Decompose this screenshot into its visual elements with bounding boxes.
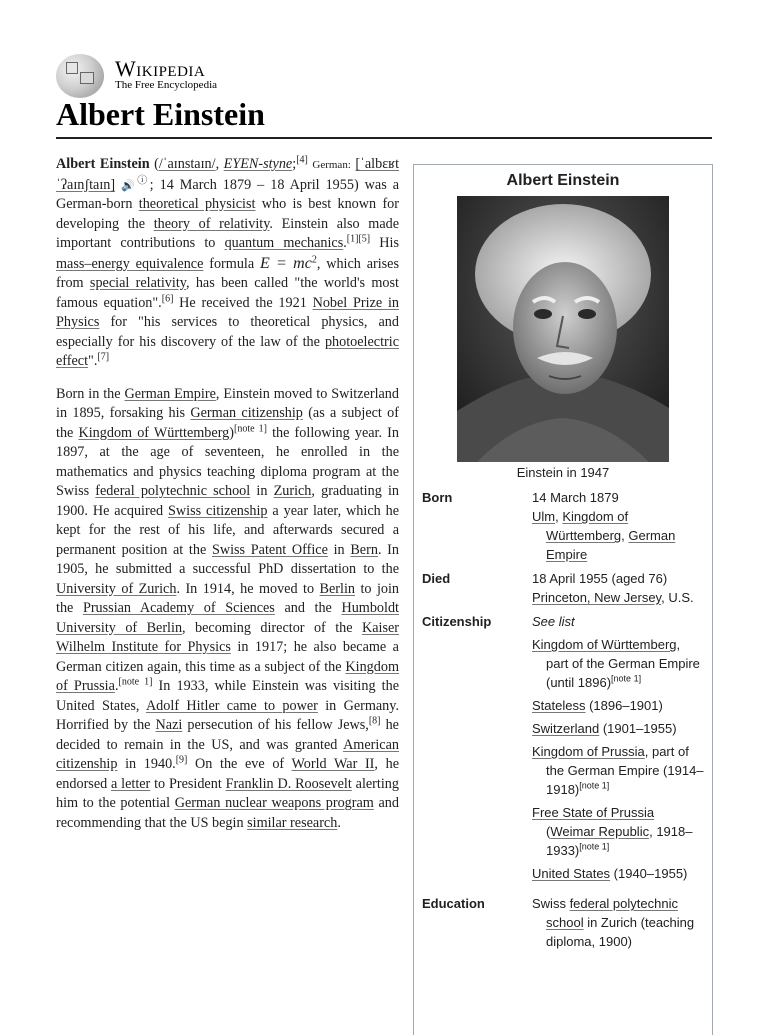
text-run: ;: [292, 156, 297, 172]
text-run: , 1918–1933): [546, 824, 693, 858]
wikipedia-tagline: The Free Encyclopedia: [115, 79, 218, 91]
wiki-link[interactable]: German Empire: [546, 528, 676, 562]
text-run: (: [546, 824, 551, 839]
wiki-link[interactable]: Kingdom of Prussia: [56, 658, 399, 694]
text-run: , Einstein moved to Switzerland in 1895, forsaking his: [56, 385, 399, 421]
wiki-link[interactable]: Swiss citizenship: [168, 502, 268, 519]
article-body: [56, 155, 399, 846]
wikipedia-globe-icon[interactable]: [56, 54, 104, 98]
infobox-title: Albert Einstein: [506, 172, 620, 189]
text-run: , graduating in 1900. He acquired: [56, 483, 399, 519]
text-run: .: [343, 235, 347, 251]
portrait-image[interactable]: [457, 196, 669, 462]
bold-term: Albert Einstein: [56, 156, 150, 172]
wiki-link[interactable]: similar research: [247, 814, 338, 831]
wiki-link[interactable]: University of Zurich: [56, 580, 177, 597]
text-run: (1901–1955): [599, 721, 677, 736]
wiki-link[interactable]: quantum mechanics: [224, 235, 344, 251]
lead-paragraph-2: [56, 385, 399, 834]
infobox-value: [532, 488, 704, 564]
infobox-value-line: [532, 742, 704, 799]
math-formula: E = mc: [260, 254, 312, 272]
page-title: Albert Einstein: [56, 96, 265, 132]
citation-ref[interactable]: [6]: [161, 292, 174, 304]
text-run: formula: [203, 255, 260, 272]
citation-ref[interactable]: [note 1]: [118, 676, 153, 688]
infobox-value-line: [532, 803, 704, 860]
wiki-link[interactable]: Stateless: [532, 698, 586, 713]
text-run: . In 1905, he submitted a successful PhD dissertation to the: [56, 541, 399, 577]
citation-ref[interactable]: [8]: [368, 715, 381, 727]
wiki-link[interactable]: theoretical physicist: [138, 196, 256, 212]
infobox-value-line: [532, 719, 704, 738]
wikipedia-wordmark[interactable]: Wikipedia: [115, 56, 206, 81]
infobox-label: Citizenship: [422, 614, 492, 629]
text-run: , he endorsed: [56, 756, 399, 792]
wiki-link[interactable]: Zurich: [273, 483, 312, 499]
infobox-label: Born: [422, 490, 453, 505]
infobox-value: [532, 612, 704, 883]
infobox-value: [532, 569, 704, 607]
text-run: a year later, which he kept for the rest of his life, and afterwards secured a permanent position at the: [56, 502, 400, 558]
wiki-link[interactable]: German nuclear weapons program: [174, 795, 374, 811]
wiki-link[interactable]: Adolf Hitler came to power: [145, 697, 318, 714]
wiki-link[interactable]: Kingdom of Württemberg: [546, 509, 629, 543]
wiki-link[interactable]: Kingdom of Württemberg: [78, 424, 230, 441]
wiki-link[interactable]: Kingdom of Württemberg: [532, 637, 677, 652]
citation-ref[interactable]: [note 1]: [234, 422, 267, 434]
infobox-value: [532, 894, 704, 951]
title-divider: [56, 137, 712, 139]
wiki-link[interactable]: Ulm: [532, 509, 556, 524]
wiki-link[interactable]: Princeton, New Jersey: [532, 590, 662, 605]
text-run: On the eve of: [187, 756, 292, 772]
text-run: he decided to remain in the US, and was granted: [56, 717, 399, 753]
wiki-link[interactable]: EYEN-styne: [223, 156, 293, 172]
text-run: .: [337, 814, 341, 831]
infobox-value-line: [532, 588, 704, 607]
text-run: , which arises from: [56, 255, 400, 291]
text-run: for "his services to theoretical physics, and especially for his discovery of the law of the: [56, 314, 399, 350]
text-run: in Germany. Horrified by the: [56, 697, 399, 733]
speaker-icon[interactable]: 🔊: [121, 178, 138, 192]
wiki-link[interactable]: German citizenship: [190, 405, 303, 421]
text-run: In 1933, while Einstein was visiting the United States,: [56, 678, 399, 714]
wiki-link[interactable]: Weimar Republic: [550, 824, 650, 839]
text-run: to join the: [56, 580, 400, 616]
portrait-caption: Einstein in 1947: [516, 465, 610, 480]
wiki-link[interactable]: Bern: [350, 541, 378, 558]
wiki-link[interactable]: Free State of Prussia: [532, 805, 655, 820]
text-run: (1940–1955): [610, 866, 688, 881]
citation-ref[interactable]: ⓘ: [137, 174, 150, 186]
language-label: German:: [312, 159, 351, 171]
text-run: the following year. In 1897, at the age of seventeen, he enrolled in the mathematics and physics teaching diploma program at the Swiss: [56, 424, 399, 499]
wiki-link[interactable]: Berlin: [319, 580, 355, 597]
infobox-value-line: [532, 864, 704, 883]
wiki-link[interactable]: Nobel Prize in Physics: [56, 294, 399, 330]
wiki-link[interactable]: a letter: [111, 775, 151, 792]
infobox-value-line: [532, 569, 704, 588]
wiki-link[interactable]: Switzerland: [532, 721, 600, 736]
wiki-link[interactable]: Kingdom of Prussia: [532, 744, 645, 759]
infobox-value-line: [532, 635, 704, 692]
text-run: 14 March 1879: [532, 490, 619, 505]
text-run: ".: [88, 353, 98, 369]
text-run: He received the 1921: [173, 294, 313, 311]
text-run: , becoming director of the: [182, 619, 362, 636]
citation-ref[interactable]: [7]: [97, 351, 110, 363]
text-run: .: [114, 678, 119, 694]
wiki-link[interactable]: [ˈalbɛʁt ˈʔaɪnʃtaɪn]: [56, 156, 400, 193]
citation-ref[interactable]: [note 1]: [579, 780, 610, 791]
text-run: ; 14 March 1879 – 18 April 1955) was a German-born: [56, 176, 400, 212]
wiki-link[interactable]: Humboldt University of Berlin: [56, 600, 399, 636]
text-run: , part of the German Empire (until 1896): [546, 637, 700, 690]
text-run: . In 1914, he moved to: [176, 580, 320, 597]
infobox-label: Died: [422, 571, 451, 586]
wiki-link[interactable]: special relativity: [89, 275, 186, 291]
text-run: Swiss: [532, 896, 570, 911]
citation-ref[interactable]: [note 1]: [611, 673, 642, 684]
citation-ref[interactable]: [4]: [296, 154, 308, 166]
text-run: to President: [150, 775, 226, 792]
wiki-link[interactable]: Franklin D. Roosevelt: [225, 775, 352, 792]
text-run: and recommending that the US begin: [56, 795, 399, 831]
text-run: and the: [274, 600, 342, 616]
infobox-value-line: [532, 696, 704, 715]
text-run: ): [229, 424, 234, 441]
wiki-link[interactable]: American citizenship: [56, 736, 399, 772]
text-run: in: [250, 483, 274, 499]
text-run: persecution of his fellow Jews,: [182, 717, 369, 733]
text-run: His: [370, 235, 399, 251]
text-run: (: [149, 156, 159, 172]
text-run: , has been called "the world's most famous equation".: [56, 275, 399, 311]
wiki-link[interactable]: World War II: [291, 756, 375, 772]
text-run: , part of the German Empire (1914–1918): [546, 744, 704, 797]
wiki-link[interactable]: United States: [532, 866, 611, 881]
text-run: , U.S.: [661, 590, 694, 605]
text-run: . Einstein also made important contributions to: [56, 215, 400, 251]
text-run: (as a subject of the: [56, 405, 399, 441]
citation-ref[interactable]: [9]: [175, 754, 188, 766]
infobox-value-line: [532, 612, 704, 631]
italic-text: See list: [532, 614, 575, 629]
text-run: ,: [621, 528, 629, 543]
text-run: ,: [215, 156, 224, 172]
infobox-value-line: [532, 488, 704, 507]
text-run: alerting him to the potential: [56, 775, 399, 811]
text-run: in Zurich (teaching diploma, 1900): [546, 915, 695, 949]
text-run: in 1917; he also became a German citizen again, this time as a subject of the: [56, 639, 399, 675]
wiki-link[interactable]: photoelectric effect: [56, 333, 399, 369]
wiki-link[interactable]: German Empire: [124, 385, 216, 402]
citation-ref[interactable]: [1][5]: [346, 233, 371, 245]
citation-ref[interactable]: [note 1]: [579, 841, 610, 852]
lead-paragraph-1: [56, 155, 399, 372]
wiki-link[interactable]: Swiss Patent Office: [211, 541, 328, 558]
wiki-link[interactable]: federal polytechnic school: [95, 483, 251, 499]
infobox-value-line: [532, 507, 704, 564]
text-run: ,: [555, 509, 563, 524]
wiki-link[interactable]: /ˈaɪnstaɪn/: [158, 156, 216, 172]
wiki-link[interactable]: Nazi: [155, 717, 183, 733]
wiki-link[interactable]: Kaiser Wilhelm Institute for Physics: [56, 619, 399, 655]
text-run: who is best known for developing the: [56, 196, 399, 232]
infobox-value-line: [532, 894, 704, 951]
text-run: in 1940.: [117, 756, 176, 772]
wiki-link[interactable]: federal polytechnic school: [546, 896, 678, 930]
text-run: 18 April 1955 (aged 76): [532, 571, 668, 586]
infobox-label: Education: [422, 896, 485, 911]
wiki-link[interactable]: theory of relativity: [153, 215, 270, 232]
text-run: Born in the: [56, 385, 125, 402]
citation-ref[interactable]: 2: [311, 253, 317, 265]
text-run: (1896–1901): [585, 698, 663, 713]
wiki-link[interactable]: Prussian Academy of Sciences: [82, 600, 275, 616]
portrait-photo: [457, 196, 669, 462]
wiki-link[interactable]: mass–energy equivalence: [56, 255, 204, 272]
text-run: in: [327, 541, 351, 558]
infobox: [413, 164, 713, 1035]
